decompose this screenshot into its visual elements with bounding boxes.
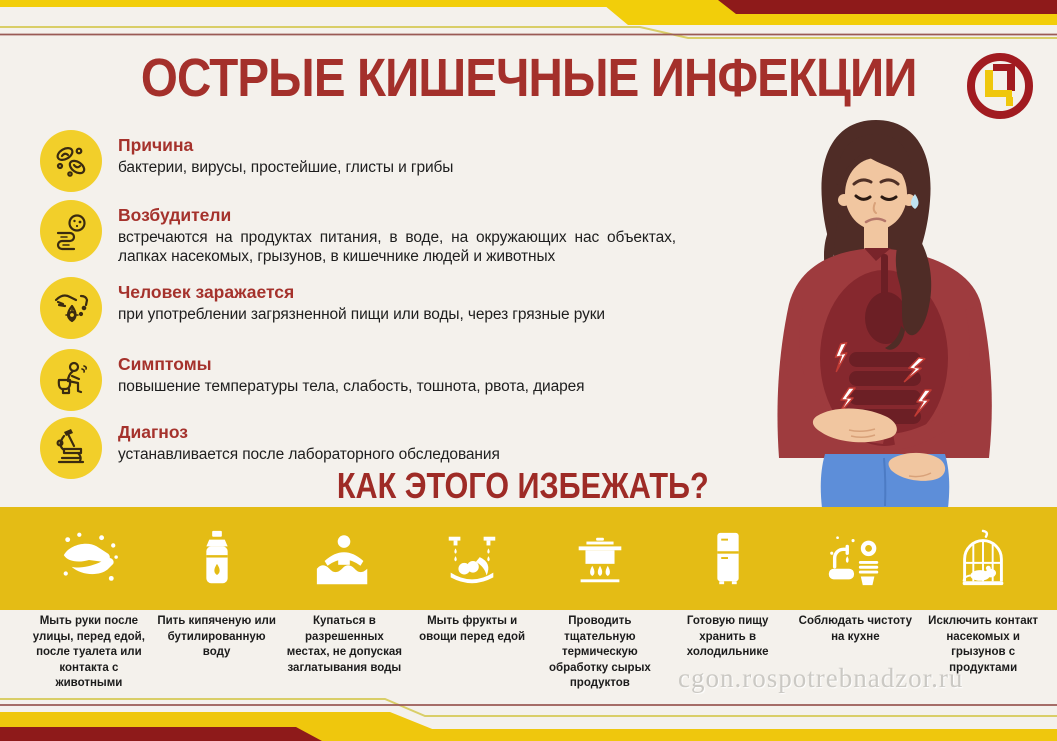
section-body: повышение температуры тела, слабость, тошнота, рвота, диарея (118, 378, 585, 396)
caption-clean-kitchen: Соблюдать чистоту на кухне (798, 615, 913, 643)
water-bottle-icon (153, 528, 281, 590)
wash-fruits-icon (408, 528, 536, 590)
caption-rodents: Исключить контакт насекомых и грызунов с продуктами (928, 615, 1039, 674)
section-pathogens (40, 200, 680, 267)
section-symptoms (40, 349, 680, 411)
section-infection (40, 277, 680, 339)
top-decoration (0, 0, 1057, 46)
bacteria-icon (40, 130, 102, 192)
contaminated-hands-icon (40, 277, 102, 339)
cooking-pot-icon (536, 528, 664, 590)
caption-fruits: Мыть фрукты и овощи перед едой (419, 615, 526, 643)
caption-water: Пить кипяченую или бутилированную воду (157, 615, 276, 659)
rodent-cage-icon (919, 528, 1047, 590)
section-body: бактерии, вирусы, простейшие, глисты и грибы (118, 159, 454, 177)
caption-wash-hands: Мыть руки после улицы, перед едой, после туалета или контакта с животными (32, 615, 145, 690)
sick-woman-illustration (733, 106, 1035, 508)
section-heading: Возбудители (118, 205, 232, 225)
section-heading: Симптомы (118, 354, 212, 374)
section-body: устанавливается после лабораторного обследования (118, 446, 500, 464)
section-heading: Причина (118, 135, 194, 155)
refrigerator-icon (664, 528, 792, 590)
section-body: при употреблении загрязненной пищи или воды, через грязные руки (118, 306, 605, 324)
prevention-band (0, 507, 1057, 610)
watermark: cgon.rospotrebnadzor.ru (678, 663, 964, 693)
section-body: встречаются на продуктах питания, в воде, на окружающих нас объектах, лапках насекомых, грызунов, в кишечнике людей и животных (118, 229, 676, 266)
section-cause (40, 130, 680, 192)
pathogens-icon (40, 200, 102, 262)
avoid-heading: КАК ЭТОГО ИЗБЕЖАТЬ? (336, 465, 709, 506)
section-heading: Человек заражается (118, 282, 295, 302)
page-title: ОСТРЫЕ КИШЕЧНЫЕ ИНФЕКЦИИ (140, 48, 917, 108)
wash-hands-icon (25, 528, 153, 590)
caption-refrigerator: Готовую пищу хранить в холодильнике (686, 615, 769, 659)
caption-swimming: Купаться в разрешенных местах, не допуская заглатывания воды (286, 615, 402, 674)
toilet-person-icon (40, 349, 102, 411)
clean-kitchen-icon (792, 528, 920, 590)
section-heading: Диагноз (118, 422, 188, 442)
caption-thermal: Проводить тщательную термическую обработку сырых продуктов (548, 615, 651, 690)
swimming-icon (281, 528, 409, 590)
